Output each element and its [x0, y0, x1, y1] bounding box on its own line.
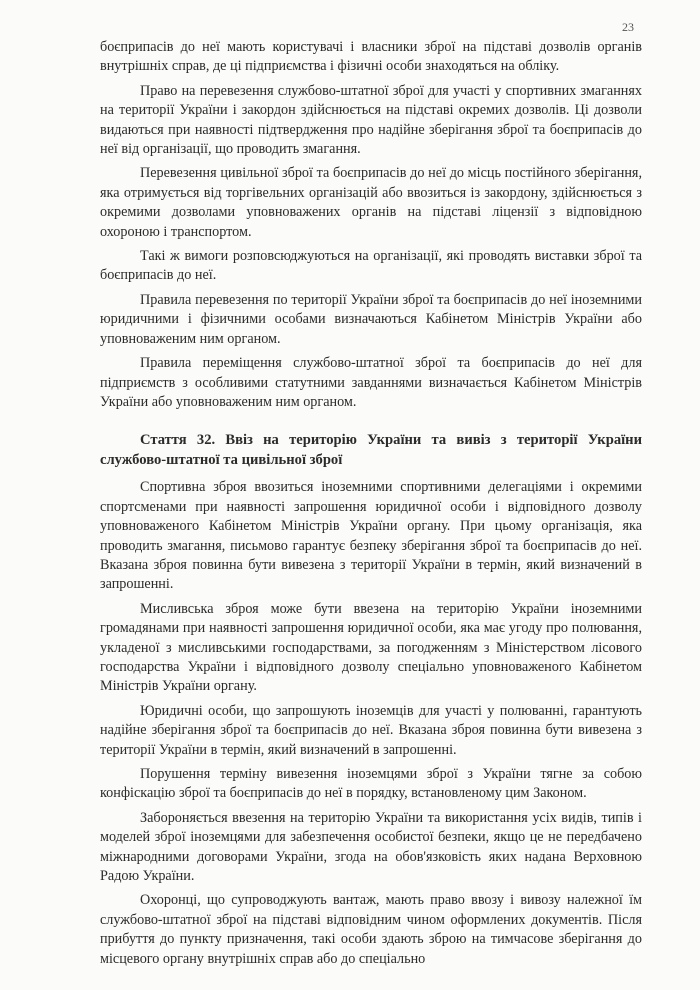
- paragraph: боєприпасів до неї мають користувачі і власники зброї на підставі дозволів органів внутрішніх справ, де ці підприємства і фізичні особи знаходяться на обліку.: [100, 39, 642, 75]
- article-heading: Стаття 32. Ввіз на територію України та вивіз з території України службово-штатної та цивільної зброї: [100, 432, 642, 469]
- paragraph: Охоронці, що супроводжують вантаж, мають право ввозу і вивозу належної їм службово-штатної зброї на підставі відповідним чином оформлених документів. Після прибуття до пункту призначення, такі особи здають зброю на тимчасове зберігання до місцевого органу внутрішніх справ або до спеціально: [100, 892, 642, 967]
- paragraph: Перевезення цивільної зброї та боєприпасів до неї до місць постійного зберігання, яка отримується від торгівельних організацій або ввозиться із закордону, здійснюється з окремими дозволами уповноважених органів на підставі ліцензії з відповідною охороною і транспортом.: [100, 165, 642, 240]
- paragraph: Право на перевезення службово-штатної зброї для участі у спортивних змаганнях на території України і закордон здійснюється на підставі окремих дозволів. Ці дозволи видаються при наявності підтвердження про надійне зберігання зброї та боєприпасів до неї від організації, що проводить змагання.: [100, 82, 642, 158]
- document-body: [100, 38, 642, 974]
- paragraph: Юридичні особи, що запрошують іноземців для участі у полюванні, гарантують надійне зберігання зброї та боєприпасів до неї. Вказана зброя повинна бути вивезена з території України в термін, який визначений в запрошенні.: [100, 702, 642, 758]
- paragraph: Правила перевезення по території України зброї та боєприпасів до неї іноземними юридичними і фізичними особами визначаються Кабінетом Міністрів України або уповноваженим ним органом.: [100, 291, 642, 347]
- paragraph: Такі ж вимоги розповсюджуються на організації, які проводять виставки зброї та боєприпасів до неї.: [100, 248, 642, 284]
- paragraph: Спортивна зброя ввозиться іноземними спортивними делегаціями і окремими спортсменами при наявності запрошення юридичної особи і відповідного дозволу уповноваженого Кабінетом Міністрів України органу. При цьому організація, яка проводить змагання, письмово гарантує безпеку зберігання зброї та боєприпасів до неї. Вказана зброя повинна бути вивезена з території України в термін, який визначений в запрошенні.: [100, 479, 642, 593]
- paragraph: Порушення терміну вивезення іноземцями зброї з України тягне за собою конфіскацію зброї та боєприпасів до неї в порядку, встановленому цим Законом.: [100, 766, 642, 802]
- page-number: 23: [622, 20, 634, 34]
- paragraph: Правила переміщення службово-штатної зброї та боєприпасів до неї для підприємств з особливими статутними завданнями визначається Кабінетом Міністрів України або уповноваженим ним органом.: [100, 355, 642, 410]
- paragraph: Мисливська зброя може бути ввезена на територію України іноземними громадянами при наявності запрошення юридичної особи, яка має угоду про полювання, укладеної з мисливськими господарствами, за погодженням з Міністерством лісового господарства України і відповідного дозволу спеціально уповноваженого Кабінетом Міністрів України органу.: [100, 600, 642, 695]
- paragraph: Забороняється ввезення на територію України та використання усіх видів, типів і моделей зброї іноземцями для забезпечення особистої безпеки, якщо це не передбачено міжнародними договорами України, згода на обов'язковість яких надана Верховною Радою України.: [100, 809, 642, 885]
